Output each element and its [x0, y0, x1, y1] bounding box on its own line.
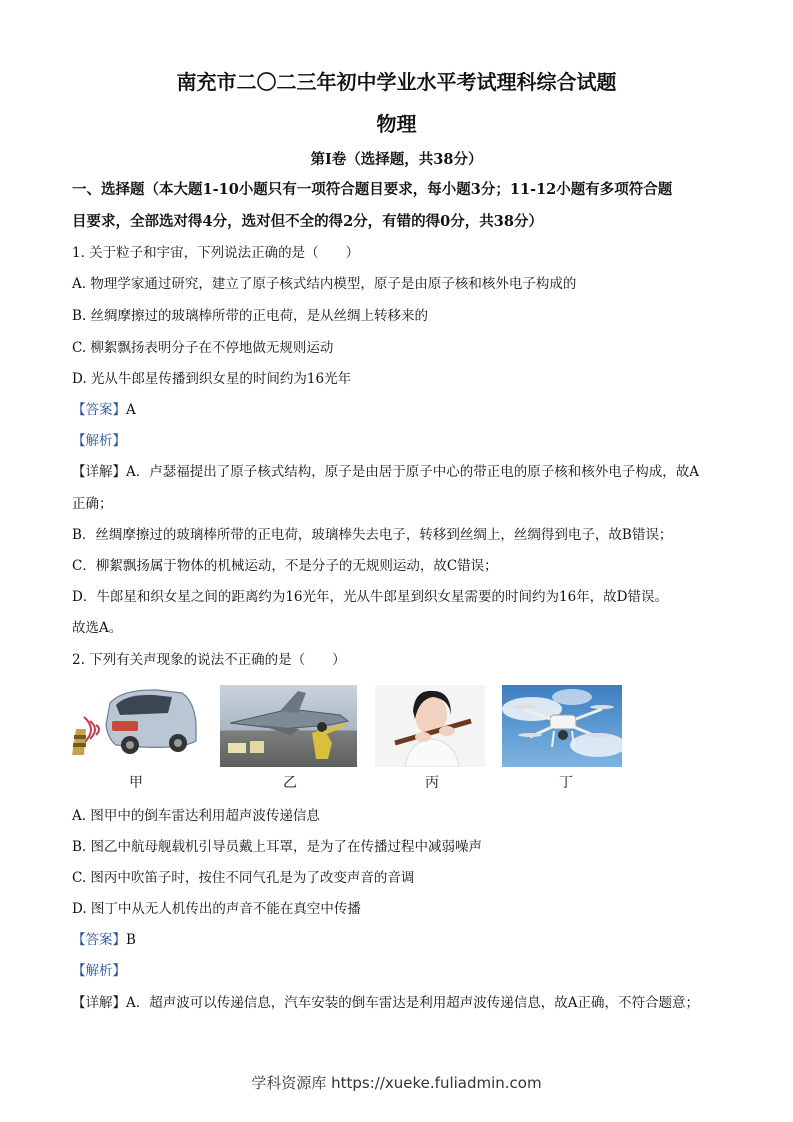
detail-tag: 【详解】 [72, 464, 126, 480]
q2-answer-value: B [126, 932, 136, 948]
q1-option-c: C. 柳絮飘扬表明分子在不停地做无规则运动 [72, 340, 334, 356]
q2-detail-line-1 [72, 993, 723, 1013]
volume-heading: 第I卷（选择题，共38分） [310, 151, 483, 168]
q1-detail-line-4: C．柳絮飘扬属于物体的机械运动，不是分子的无规则运动，故C错误； [72, 558, 498, 574]
answer-tag: 【答案】 [72, 932, 126, 948]
car-reversing-radar-image [72, 685, 200, 765]
q1-detail-line-6: 故选A。 [72, 620, 123, 636]
q1-detail-line-1 [72, 462, 723, 482]
caption-yi: 乙 [283, 775, 297, 791]
q2-option-c: C. 图丙中吹笛子时，按住不同气孔是为了改变声音的音调 [72, 870, 415, 886]
q2-option-b: B. 图乙中航母舰载机引导员戴上耳罩，是为了在传播过程中减弱噪声 [72, 839, 483, 855]
flute-player-image [375, 685, 485, 767]
q1-option-b: B. 丝绸摩擦过的玻璃棒所带的正电荷，是从丝绸上转移来的 [72, 308, 429, 324]
q1-detail-line-2: 正确； [72, 496, 113, 512]
caption-jia: 甲 [129, 775, 143, 791]
detail-text: A．卢瑟福提出了原子核式结构，原子是由居于原子中心的带正电的原子核和核外电子构成，故A [126, 464, 699, 480]
footer-watermark: 学科资源库 https://xueke.fuliadmin.com [251, 1074, 542, 1092]
q2-stem: 2. 下列有关声现象的说法不正确的是（ ） [72, 652, 346, 668]
q2-answer [72, 930, 723, 950]
q1-stem: 1. 关于粒子和宇宙，下列说法正确的是（ ） [72, 245, 360, 261]
q1-option-a: A. 物理学家通过研究，建立了原子核式结内模型，原子是由原子核和核外电子构成的 [72, 276, 577, 292]
drone-image [502, 685, 622, 767]
q2-analysis-tag: 【解析】 [72, 963, 126, 979]
q1-answer [72, 400, 723, 420]
q2-option-a: A. 图甲中的倒车雷达利用超声波传递信息 [72, 808, 320, 824]
q1-option-d: D. 光从牛郎星传播到织女星的时间约为16光年 [72, 371, 352, 387]
q1-detail-line-5: D．牛郎星和织女星之间的距离约为16光年，光从牛郎星到织女星需要的时间约为16年，故D错误。 [72, 589, 669, 605]
carrier-jet-image [220, 685, 357, 767]
q1-detail-line-3: B．丝绸摩擦过的玻璃棒所带的正电荷，玻璃棒失去电子，转移到丝绸上，丝绸得到电子，故B错误； [72, 527, 673, 543]
answer-tag: 【答案】 [72, 402, 126, 418]
q1-answer-value: A [126, 402, 136, 418]
q2-option-d: D. 图丁中从无人机传出的声音不能在真空中传播 [72, 901, 361, 917]
exam-title: 南充市二〇二三年初中学业水平考试理科综合试题 [176, 70, 617, 94]
section-instruction-line1: 一、选择题（本大题1-10小题只有一项符合题目要求，每小题3分；11-12小题有多项符合题 [72, 181, 673, 198]
subject-title: 物理 [376, 112, 417, 136]
q1-analysis-tag: 【解析】 [72, 433, 126, 449]
section-instruction-line2: 目要求，全部选对得4分，选对但不全的得2分，有错的得0分，共38分） [72, 213, 543, 230]
caption-ding: 丁 [559, 775, 573, 791]
detail-tag: 【详解】 [72, 995, 126, 1011]
caption-bing: 丙 [425, 775, 439, 791]
detail-text: A．超声波可以传递信息，汽车安装的倒车雷达是利用超声波传递信息，故A正确，不符合题意； [126, 995, 699, 1011]
